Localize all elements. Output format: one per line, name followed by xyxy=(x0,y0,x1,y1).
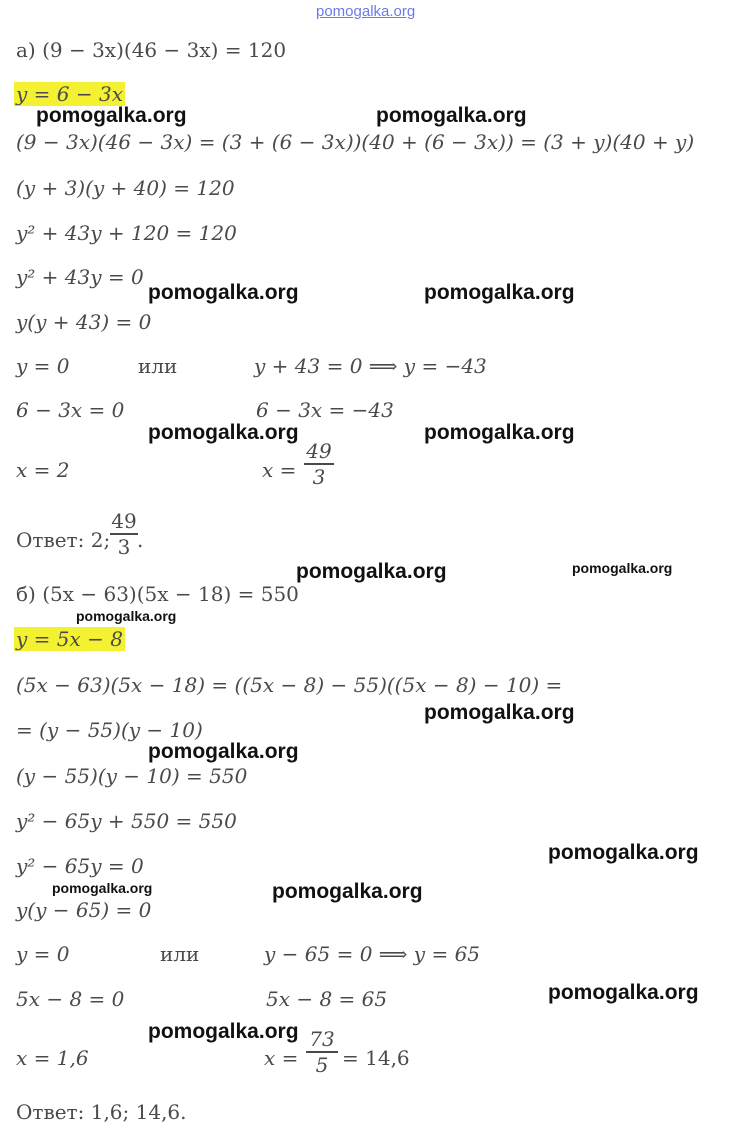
watermark: pomogalka.org xyxy=(572,560,673,576)
part-b-case-left-1: y = 0 xyxy=(16,942,70,966)
part-a-answer-fraction: 49 3 xyxy=(111,509,137,559)
part-a-root-2-fraction: 49 3 xyxy=(304,440,334,488)
watermark: pomogalka.org xyxy=(424,281,575,304)
part-a-case-left-1: y = 0 xyxy=(16,354,70,378)
part-a-or: или xyxy=(138,354,178,378)
part-b-line-5: y(y − 65) = 0 xyxy=(16,898,152,922)
part-b-line-3: y² − 65y + 550 = 550 xyxy=(16,809,237,833)
part-a-line-2: (y + 3)(y + 40) = 120 xyxy=(16,176,235,200)
watermark: pomogalka.org xyxy=(36,104,187,127)
watermark: pomogalka.org xyxy=(296,560,447,583)
watermark: pomogalka.org xyxy=(76,608,177,624)
part-b-header: б) (5x − 63)(5x − 18) = 550 xyxy=(16,582,299,606)
part-a-line-3: y² + 43y + 120 = 120 xyxy=(16,221,237,245)
watermark: pomogalka.org xyxy=(148,740,299,763)
part-b-case-left-2: 5x − 8 = 0 xyxy=(16,987,125,1011)
part-b-root-2-fraction: 73 5 xyxy=(306,1028,338,1076)
part-b-substitution: y = 5x − 8 xyxy=(16,627,123,651)
watermark: pomogalka.org xyxy=(548,981,699,1004)
watermark: pomogalka.org xyxy=(424,701,575,724)
part-b-or: или xyxy=(160,942,200,966)
watermark: pomogalka.org xyxy=(148,421,299,444)
part-b-answer: Ответ: 1,6; 14,6. xyxy=(16,1100,187,1124)
part-a-line-4: y² + 43y = 0 xyxy=(16,265,144,289)
part-a-case-right-2: 6 − 3x = −43 xyxy=(256,398,394,422)
part-a-header: а) (9 − 3x)(46 − 3x) = 120 xyxy=(16,38,287,62)
part-a-case-left-2: 6 − 3x = 0 xyxy=(16,398,125,422)
part-a-substitution: y = 6 − 3x xyxy=(16,82,123,106)
part-a-case-right-1: y + 43 = 0 ⟹ y = −43 xyxy=(254,354,487,378)
watermark: pomogalka.org xyxy=(148,1020,299,1043)
part-a-answer-label: Ответ: 2; xyxy=(16,528,111,552)
part-b-line-1: (5x − 63)(5x − 18) = ((5x − 8) − 55)((5x − 8) − 10) = xyxy=(16,673,563,697)
watermark: pomogalka.org xyxy=(272,880,423,903)
part-b-line-1b: = (y − 55)(y − 10) xyxy=(16,718,203,742)
watermark: pomogalka.org xyxy=(148,281,299,304)
watermark: pomogalka.org xyxy=(376,104,527,127)
part-a-line-1: (9 − 3x)(46 − 3x) = (3 + (6 − 3x))(40 + (6 − 3x)) = (3 + y)(40 + y) xyxy=(16,130,695,154)
part-b-line-4: y² − 65y = 0 xyxy=(16,854,144,878)
part-b-case-right-2: 5x − 8 = 65 xyxy=(266,987,388,1011)
part-b-case-right-1: y − 65 = 0 ⟹ y = 65 xyxy=(264,942,481,966)
top-watermark-link[interactable]: pomogalka.org xyxy=(316,3,416,20)
watermark: pomogalka.org xyxy=(424,421,575,444)
part-a-line-5: y(y + 43) = 0 xyxy=(16,310,152,334)
part-b-root-2-rhs: = 14,6 xyxy=(342,1046,410,1070)
watermark: pomogalka.org xyxy=(52,880,153,896)
part-a-answer-end: . xyxy=(137,528,144,552)
part-b-line-2: (y − 55)(y − 10) = 550 xyxy=(16,764,248,788)
part-b-root-2-lhs: x = xyxy=(264,1046,299,1070)
part-a-root-1: x = 2 xyxy=(16,458,70,482)
watermark: pomogalka.org xyxy=(548,841,699,864)
part-a-root-2-lhs: x = xyxy=(262,458,297,482)
part-b-root-1: x = 1,6 xyxy=(16,1046,89,1070)
